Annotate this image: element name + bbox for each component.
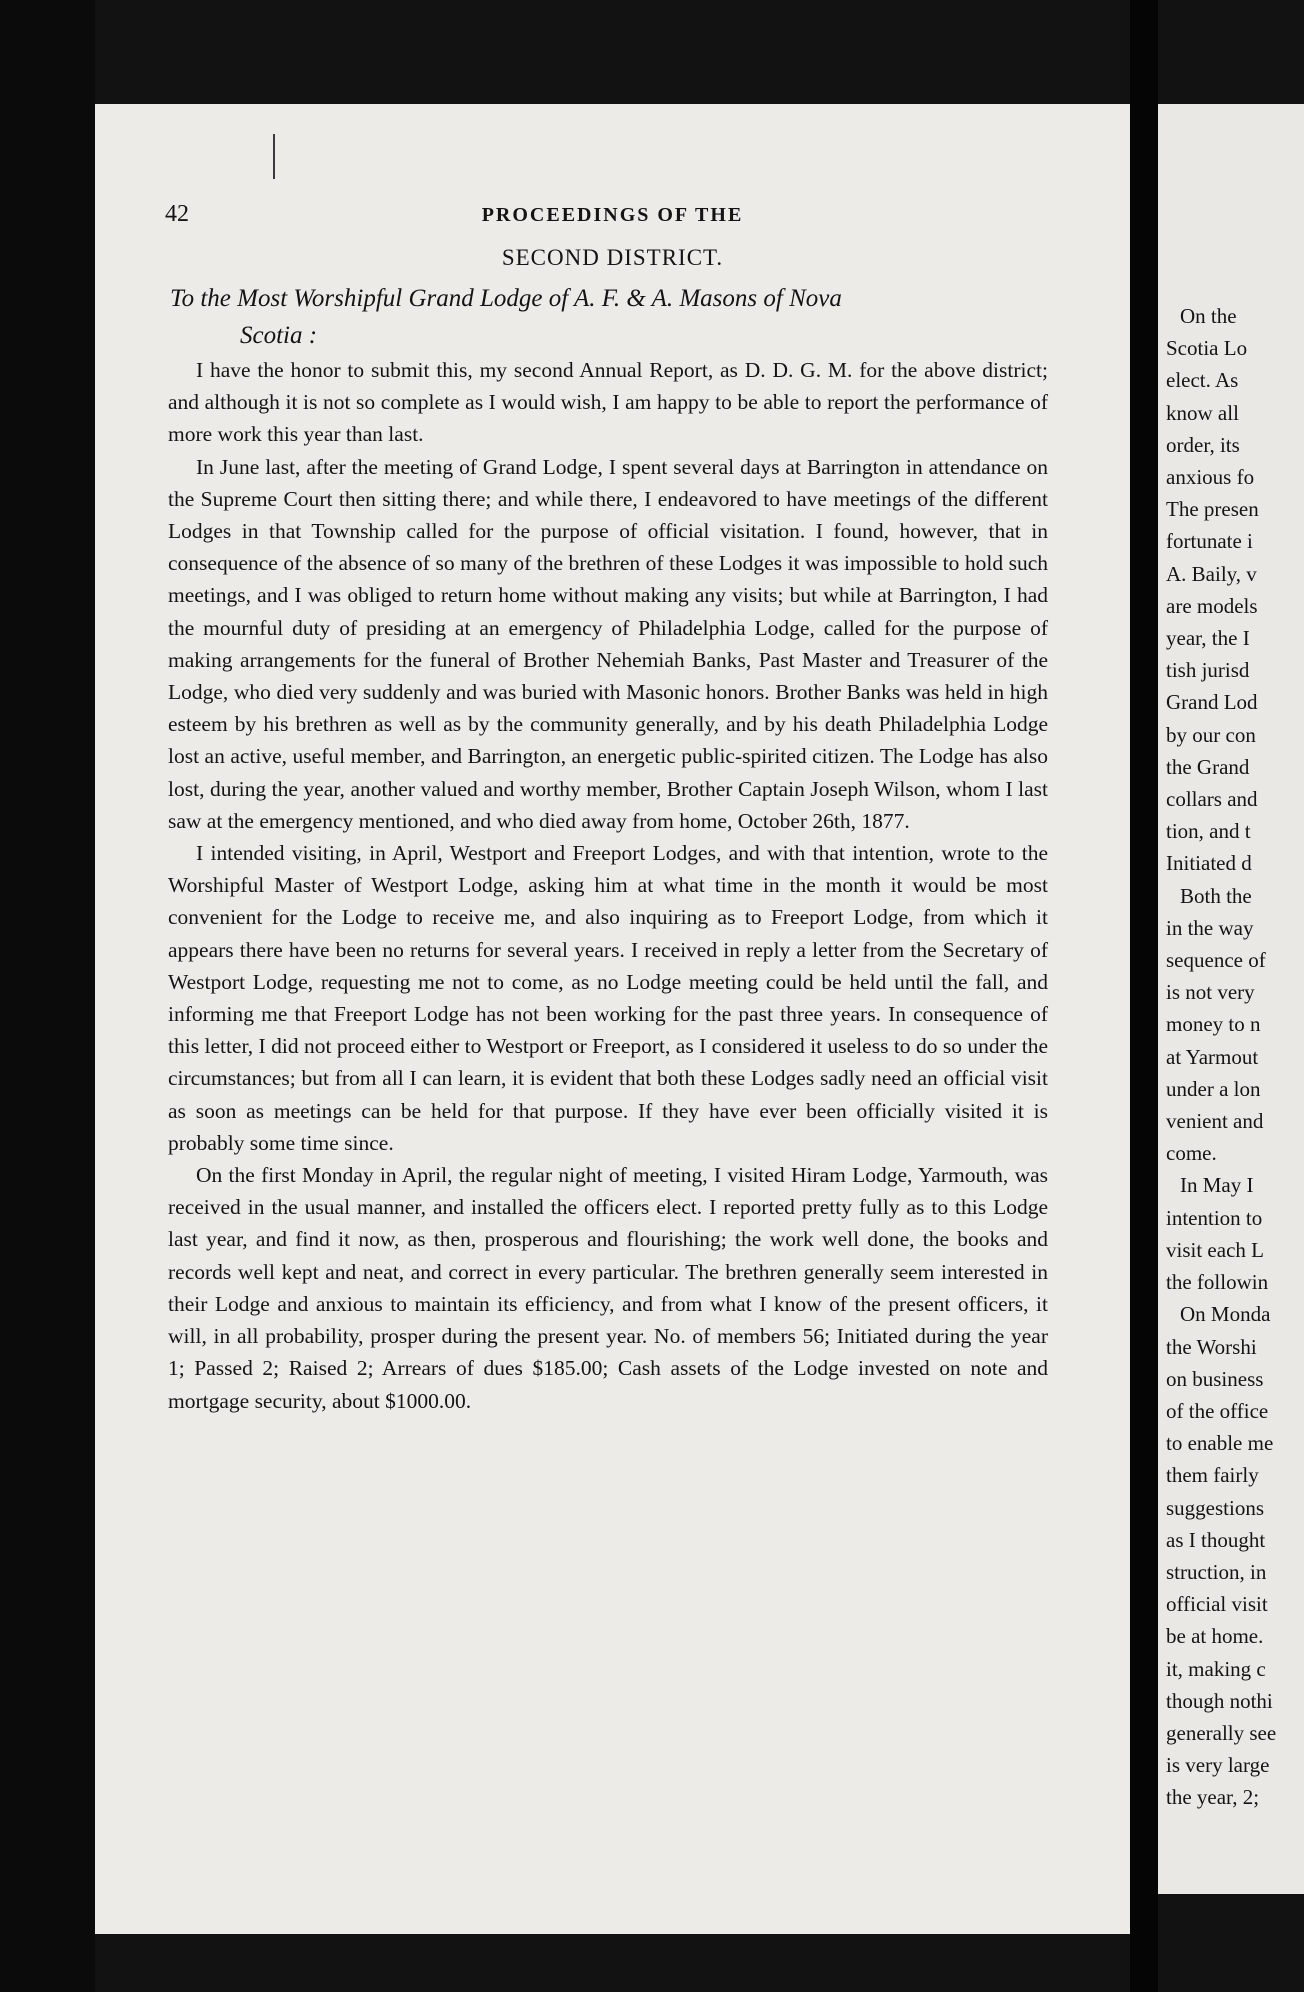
right-page-line: is not very (1166, 980, 1255, 1005)
right-page-line: at Yarmout (1166, 1044, 1259, 1069)
right-page-line: struction, in (1166, 1559, 1267, 1584)
right-page-line: in the way (1166, 915, 1254, 940)
right-page-line: know all (1166, 400, 1239, 425)
right-page-line: them fairly (1166, 1463, 1259, 1488)
paragraph-2: In June last, after the meeting of Grand Lodge, I spent several days at Barrington in attendance on the Supreme Court then sitting there; and while there, I endeavored to have meetings of the different Lodges in that Township called for the purpose of official visitation. I found, however, that in consequence of the absence of so many of the brethren of these Lodges it was impossible to hold such meetings, and I was obliged to return home without making any visits; but while at Barrington, I had the mournful duty of presiding at an emergency of Philadelphia Lodge, called for the purpose of making arrangements for the funeral of Brother Nehemiah Banks, Past Master and Treasurer of the Lodge, who died very suddenly and was buried with Masonic honors. Brother Banks was held in high esteem by his brethren as well as by the community generally, and by his death Philadelphia Lodge lost an active, useful member, and Barrington, an energetic public-spirited citizen. The Lodge has also lost, during the year, another valued and worthy member, Brother Captain Joseph Wilson, whom I last saw at the emergency mentioned, and who died away from home, October 26th, 1877. (168, 454, 1048, 833)
right-page-line: Scotia Lo (1166, 336, 1248, 361)
right-page-line: is very large (1166, 1753, 1270, 1778)
right-page-line: Grand Lod (1166, 690, 1258, 715)
right-page-partial (1158, 104, 1304, 1894)
right-page-line: of the office (1166, 1398, 1269, 1423)
right-page-line: generally see (1166, 1720, 1277, 1745)
right-page-line: be at home. (1166, 1624, 1264, 1649)
right-page-line: tion, and t (1166, 819, 1251, 844)
right-page-line: On Monda (1180, 1302, 1271, 1327)
right-page-line: visit each L (1166, 1237, 1264, 1262)
right-page-line: collars and (1166, 787, 1258, 812)
right-page-line: come. (1166, 1141, 1217, 1166)
right-page-line: under a lon (1166, 1076, 1261, 1101)
right-page-line: on business (1166, 1366, 1264, 1391)
right-page-line: the Grand (1166, 754, 1250, 779)
right-page-line: though nothi (1166, 1688, 1273, 1713)
right-page-line: the Worshi (1166, 1334, 1257, 1359)
right-page-line: Initiated d (1166, 851, 1252, 876)
right-page-line: by our con (1166, 722, 1256, 747)
right-page-line: order, its (1166, 432, 1240, 457)
report-body (168, 354, 1048, 1417)
section-title: SECOND DISTRICT. (501, 245, 724, 270)
right-page-line: anxious fo (1166, 465, 1255, 490)
right-page-line: venient and (1166, 1109, 1264, 1134)
left-page (95, 104, 1130, 1934)
right-page-line: On the (1180, 304, 1237, 328)
right-page-line: suggestions (1166, 1495, 1265, 1520)
right-page-line: money to n (1166, 1012, 1261, 1037)
right-page-line: sequence of (1166, 948, 1266, 973)
book-binding-shadow (0, 0, 95, 1992)
salutation (170, 280, 1050, 354)
running-head: PROCEEDINGS OF THE (481, 204, 744, 226)
page-gutter (1130, 0, 1158, 1992)
paragraph-3: I intended visiting, in April, Westport and Freeport Lodges, and with that intention, wrote to the Worshipful Master of Westport Lodge, asking him at what time in the month it would be most convenient for the Lodge to receive me, and also inquiring as to Freeport Lodge, from which it appears there have been no returns for several years. I received in reply a letter from the Secretary of Westport Lodge, requesting me not to come, as no Lodge meeting could be held until the fall, and informing me that Freeport Lodge has not been working for the past three years. In consequence of this letter, I did not proceed either to Westport or Freeport, as I considered it useless to do so under the circumstances; but from all I can learn, it is evident that both these Lodges sadly need an official visit as soon as meetings can be held for that purpose. If they have ever been officially visited it is probably some time since. (168, 841, 1048, 1155)
right-page-line: year, the I (1166, 626, 1250, 651)
right-page-line: In May I (1180, 1173, 1254, 1198)
right-page-line: The presen (1166, 497, 1259, 522)
right-page-line: A. Baily, v (1166, 561, 1257, 586)
paragraph-4: On the first Monday in April, the regular night of meeting, I visited Hiram Lodge, Yarmouth, was received in the usual manner, and installed the officers elect. I reported pretty fully as to this Lodge last year, and find it now, as then, prosperous and flourishing; the work well done, the books and records well kept and neat, and correct in every particular. The brethren generally seem interested in their Lodge and anxious to maintain its efficiency, and from what I know of the present officers, it will, in all probability, prosper during the present year. No. of members 56; Initiated during the year 1; Passed 2; Raised 2; Arrears of dues $185.00; Cash assets of the Lodge invested on note and mortgage security, about $1000.00. (168, 1163, 1048, 1413)
salutation-line-1: To the Most Worshipful Grand Lodge of A. F. & A. Masons of Nova (170, 285, 842, 312)
right-page-line: the followin (1166, 1270, 1269, 1295)
paragraph-1: I have the honor to submit this, my second Annual Report, as D. D. G. M. for the above district; and although it is not so complete as I would wish, I am happy to be able to report the performance of more work this year than last. (168, 358, 1048, 447)
right-page-line: the year, 2; (1166, 1785, 1260, 1810)
right-page-line: elect. As (1166, 368, 1239, 393)
right-page-line: are models (1166, 593, 1258, 618)
ink-mark (273, 134, 275, 179)
salutation-line-2: Scotia : (240, 322, 318, 349)
right-page-line: tish jurisd (1166, 658, 1250, 683)
right-page-line: official visit (1166, 1592, 1268, 1617)
right-page-text (1158, 300, 1276, 1814)
right-page-line: as I thought (1166, 1527, 1266, 1552)
right-page-line: intention to (1166, 1205, 1263, 1230)
page-number: 42 (165, 201, 189, 227)
right-page-line: fortunate i (1166, 529, 1253, 554)
right-page-line: to enable me (1166, 1431, 1274, 1456)
right-page-line: Both the (1180, 883, 1252, 908)
right-page-line: it, making c (1166, 1656, 1266, 1681)
